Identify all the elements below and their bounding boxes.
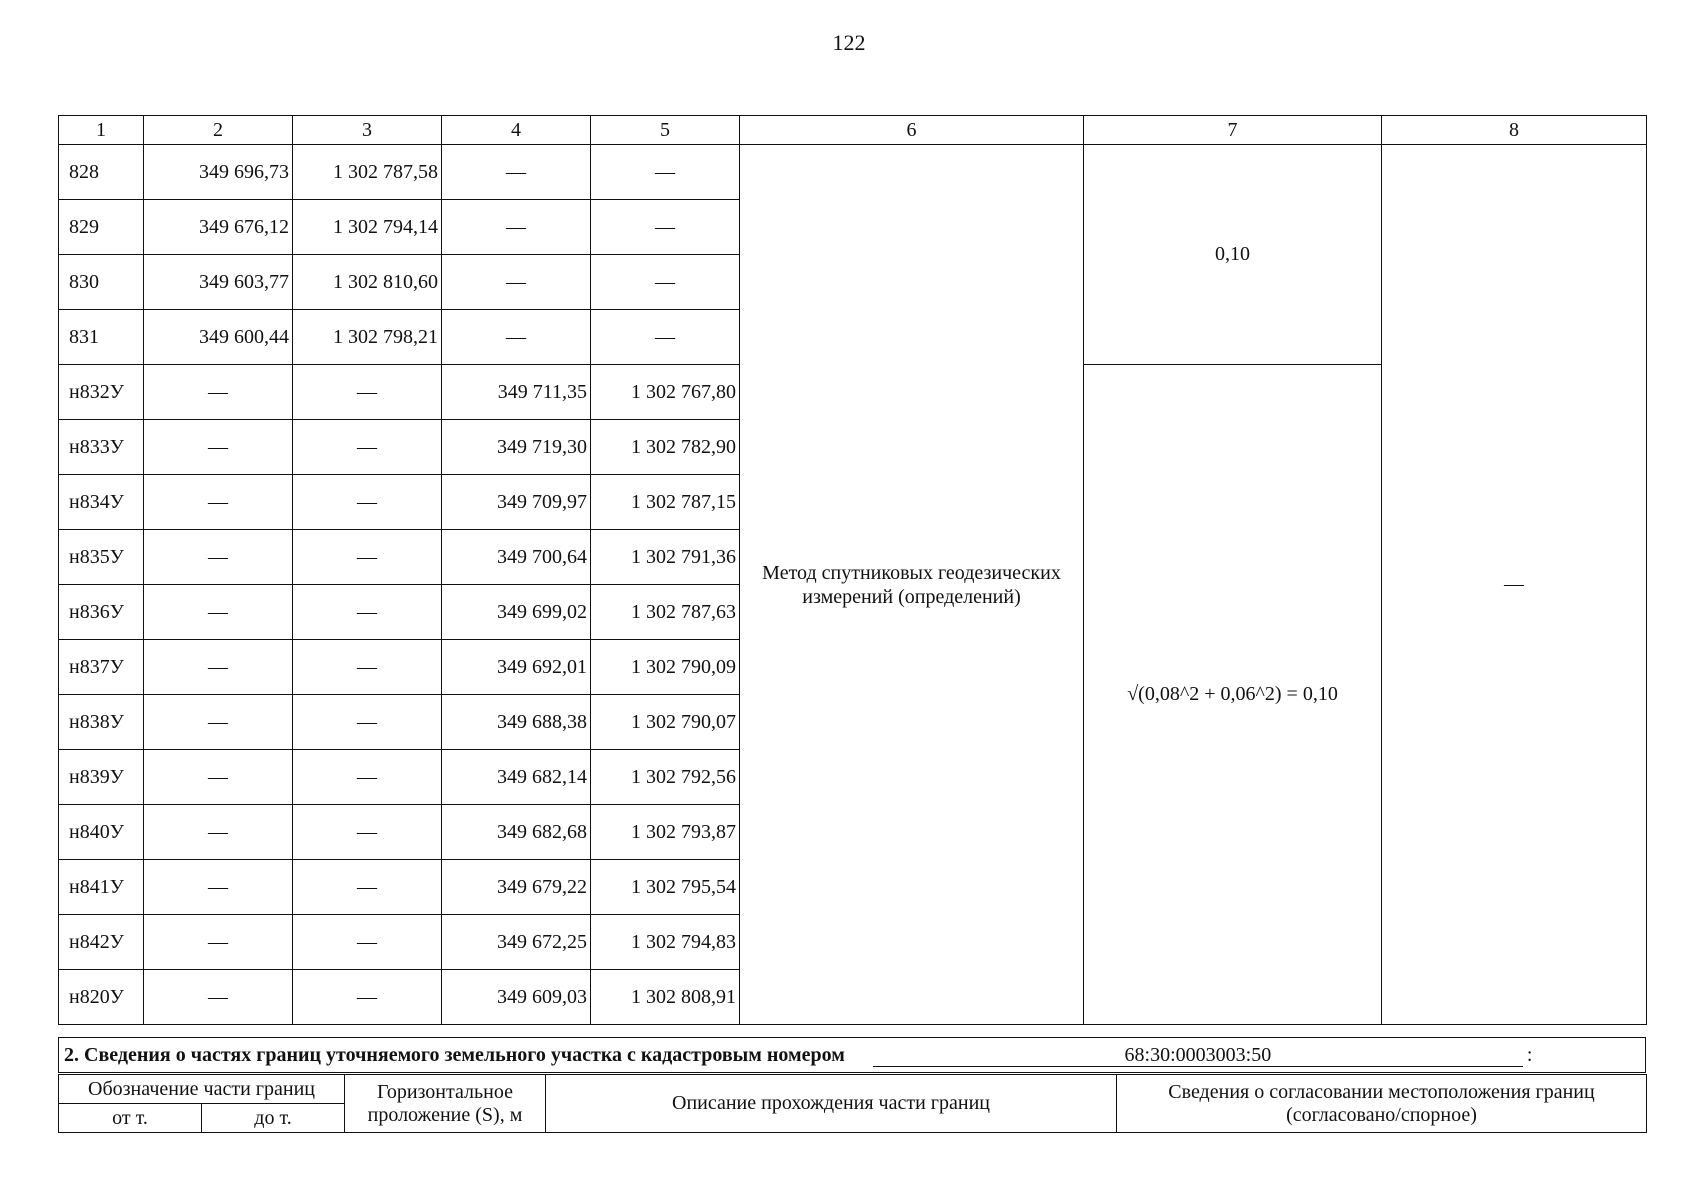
point-id: н833У xyxy=(59,420,144,475)
new-y: 1 302 782,90 xyxy=(591,420,740,475)
existing-x: — xyxy=(144,695,293,750)
existing-x: — xyxy=(144,530,293,585)
new-y: 1 302 787,15 xyxy=(591,475,740,530)
point-id: н841У xyxy=(59,860,144,915)
new-y: 1 302 795,54 xyxy=(591,860,740,915)
existing-y: — xyxy=(293,915,442,970)
point-id: н840У xyxy=(59,805,144,860)
boundary-points-table xyxy=(58,115,1647,1025)
new-x: 349 700,64 xyxy=(442,530,591,585)
existing-y: — xyxy=(293,585,442,640)
existing-x: 349 696,73 xyxy=(144,145,293,200)
new-x: 349 672,25 xyxy=(442,915,591,970)
column-number: 7 xyxy=(1084,116,1382,145)
new-x: 349 711,35 xyxy=(442,365,591,420)
new-x: 349 609,03 xyxy=(442,970,591,1025)
existing-x: — xyxy=(144,420,293,475)
existing-x: — xyxy=(144,750,293,805)
existing-x: — xyxy=(144,860,293,915)
point-id: н842У xyxy=(59,915,144,970)
horizontal-distance-header: Горизонтальное проложение (S), м xyxy=(345,1075,546,1133)
new-x: 349 709,97 xyxy=(442,475,591,530)
existing-y: — xyxy=(293,530,442,585)
point-id: 829 xyxy=(59,200,144,255)
new-x: 349 692,01 xyxy=(442,640,591,695)
existing-y: — xyxy=(293,475,442,530)
column-number: 1 xyxy=(59,116,144,145)
new-x: — xyxy=(442,310,591,365)
column-number: 3 xyxy=(293,116,442,145)
existing-y: — xyxy=(293,860,442,915)
existing-y: — xyxy=(293,365,442,420)
accuracy-new: √(0,08^2 + 0,06^2) = 0,10 xyxy=(1084,365,1382,1025)
point-id: н836У xyxy=(59,585,144,640)
to-point-header: до т. xyxy=(202,1104,345,1133)
existing-y: — xyxy=(293,420,442,475)
new-y: 1 302 793,87 xyxy=(591,805,740,860)
existing-x: — xyxy=(144,365,293,420)
description-header: Описание прохождения части границ xyxy=(546,1075,1117,1133)
new-y: 1 302 767,80 xyxy=(591,365,740,420)
existing-x: 349 603,77 xyxy=(144,255,293,310)
existing-x: — xyxy=(144,915,293,970)
new-y: 1 302 791,36 xyxy=(591,530,740,585)
point-id: н837У xyxy=(59,640,144,695)
existing-x: — xyxy=(144,640,293,695)
existing-y: 1 302 794,14 xyxy=(293,200,442,255)
new-x: 349 682,14 xyxy=(442,750,591,805)
new-y: — xyxy=(591,255,740,310)
column-8-value: — xyxy=(1382,145,1647,1025)
new-y: 1 302 790,09 xyxy=(591,640,740,695)
point-id: 828 xyxy=(59,145,144,200)
existing-x: — xyxy=(144,970,293,1025)
section-2-heading xyxy=(58,1037,1646,1073)
existing-y: — xyxy=(293,970,442,1025)
existing-x: — xyxy=(144,475,293,530)
new-x: 349 679,22 xyxy=(442,860,591,915)
point-id: 831 xyxy=(59,310,144,365)
column-number: 5 xyxy=(591,116,740,145)
column-number: 6 xyxy=(740,116,1084,145)
new-y: — xyxy=(591,310,740,365)
boundary-parts-table xyxy=(58,1074,1647,1133)
new-y: 1 302 790,07 xyxy=(591,695,740,750)
section-2-suffix: : xyxy=(1526,1043,1533,1066)
column-number: 4 xyxy=(442,116,591,145)
existing-x: 349 676,12 xyxy=(144,200,293,255)
point-id: н834У xyxy=(59,475,144,530)
new-y: 1 302 787,63 xyxy=(591,585,740,640)
new-x: 349 682,68 xyxy=(442,805,591,860)
column-number: 2 xyxy=(144,116,293,145)
new-y: — xyxy=(591,145,740,200)
existing-x: — xyxy=(144,805,293,860)
existing-x: — xyxy=(144,585,293,640)
agreement-header: Сведения о согласовании местоположения границ (согласовано/спорное) xyxy=(1117,1075,1647,1133)
point-id: 830 xyxy=(59,255,144,310)
new-y: 1 302 808,91 xyxy=(591,970,740,1025)
existing-y: 1 302 810,60 xyxy=(293,255,442,310)
point-id: н839У xyxy=(59,750,144,805)
designation-header: Обозначение части границ xyxy=(59,1075,345,1104)
measurement-method: Метод спутниковых геодезических измерений (определений) xyxy=(740,145,1084,1025)
page-number: 122 xyxy=(832,30,866,55)
from-point-header: от т. xyxy=(59,1104,202,1133)
existing-y: 1 302 798,21 xyxy=(293,310,442,365)
new-x: 349 699,02 xyxy=(442,585,591,640)
existing-x: 349 600,44 xyxy=(144,310,293,365)
existing-y: — xyxy=(293,695,442,750)
column-number: 8 xyxy=(1382,116,1647,145)
point-id: н820У xyxy=(59,970,144,1025)
section-2-title: 2. Сведения о частях границ уточняемого земельного участка с кадастровым номером xyxy=(64,1043,845,1066)
new-x: — xyxy=(442,145,591,200)
new-y: 1 302 792,56 xyxy=(591,750,740,805)
point-id: н832У xyxy=(59,365,144,420)
new-x: 349 688,38 xyxy=(442,695,591,750)
accuracy-existing: 0,10 xyxy=(1084,145,1382,365)
new-y: — xyxy=(591,200,740,255)
column-number-row xyxy=(59,116,1647,145)
new-x: 349 719,30 xyxy=(442,420,591,475)
existing-y: 1 302 787,58 xyxy=(293,145,442,200)
new-x: — xyxy=(442,200,591,255)
point-id: н838У xyxy=(59,695,144,750)
existing-y: — xyxy=(293,750,442,805)
cadastral-number: 68:30:0003003:50 xyxy=(873,1044,1523,1067)
section-2-title-cell xyxy=(59,1038,1646,1073)
table-row xyxy=(59,145,1647,200)
new-y: 1 302 794,83 xyxy=(591,915,740,970)
existing-y: — xyxy=(293,805,442,860)
existing-y: — xyxy=(293,640,442,695)
new-x: — xyxy=(442,255,591,310)
point-id: н835У xyxy=(59,530,144,585)
